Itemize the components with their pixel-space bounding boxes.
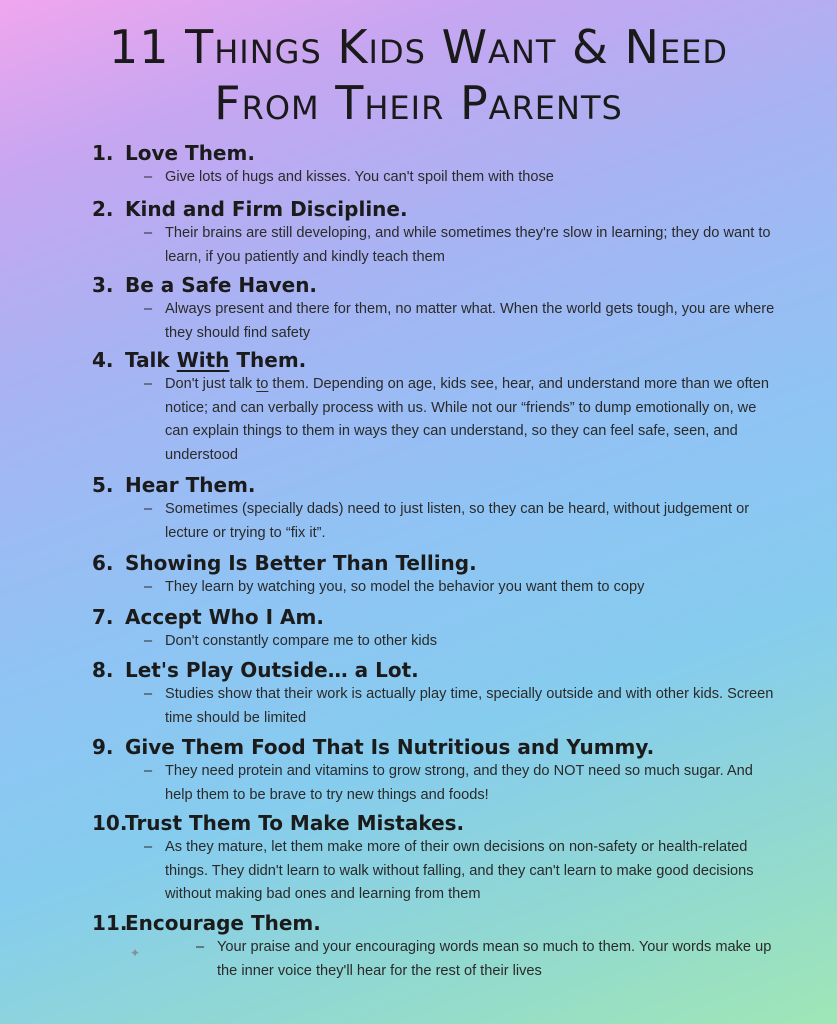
item-title: Love Them. bbox=[125, 141, 255, 165]
item-description-text: They learn by watching you, so model the behavior you want them to copy bbox=[165, 579, 645, 595]
dash-bullet: – bbox=[144, 686, 153, 702]
item-number: 7. bbox=[92, 605, 114, 629]
item-number: 1. bbox=[92, 141, 114, 165]
item-title: Trust Them To Make Mistakes. bbox=[125, 811, 465, 835]
item-description-post: them. Depending on age, kids see, hear, and understand more than we often notice; and can verbally process with us. While not our “friends” to dump emotionally on, we can explain things to them in ways they can understand, so they can feel safe, seen, and understood bbox=[165, 376, 769, 463]
item-title: Encourage Them. bbox=[125, 911, 321, 935]
item-description bbox=[142, 630, 782, 654]
item-heading bbox=[92, 657, 782, 683]
item-description-text: Always present and there for them, no matter what. When the world gets tough, you are where they should find safety bbox=[165, 301, 775, 341]
item-description bbox=[142, 222, 782, 269]
item-description-pre: Don't just talk bbox=[165, 376, 257, 392]
item-description bbox=[142, 760, 782, 807]
item-title: Accept Who I Am. bbox=[125, 605, 324, 629]
list-item-5 bbox=[92, 472, 782, 545]
list-item-11 bbox=[92, 910, 782, 983]
item-title: Showing Is Better Than Telling. bbox=[125, 551, 477, 575]
item-title: Be a Safe Haven. bbox=[125, 273, 318, 297]
list-item-9 bbox=[92, 734, 782, 807]
item-description-text: Their brains are still developing, and while sometimes they're slow in learning; they do want to learn, if you patiently and kindly teach them bbox=[165, 225, 771, 265]
item-description-text: Don't constantly compare me to other kids bbox=[165, 633, 438, 649]
item-description-text: Give lots of hugs and kisses. You can't spoil them with those bbox=[165, 169, 554, 185]
item-title: Let's Play Outside… a Lot. bbox=[125, 658, 419, 682]
item-number: 4. bbox=[92, 348, 114, 372]
dash-bullet: – bbox=[144, 763, 153, 779]
list-item-8 bbox=[92, 657, 782, 730]
dash-bullet: – bbox=[144, 376, 153, 392]
list-item-10 bbox=[92, 810, 782, 907]
item-heading bbox=[92, 550, 782, 576]
item-heading bbox=[92, 196, 782, 222]
item-number: 8. bbox=[92, 658, 114, 682]
item-description-text: Your praise and your encouraging words mean so much to them. Your words make up the inner voice they'll hear for the rest of their lives bbox=[217, 939, 772, 979]
item-number: 5. bbox=[92, 473, 114, 497]
item-title: Hear Them. bbox=[125, 473, 256, 497]
title-line-1: 11 Things Kids Want & Need bbox=[108, 20, 729, 74]
item-number: 6. bbox=[92, 551, 114, 575]
item-title-post: Them. bbox=[229, 348, 307, 372]
list-item-4 bbox=[92, 347, 782, 467]
list-item-7 bbox=[92, 604, 782, 654]
item-description bbox=[142, 683, 782, 730]
item-description-text: As they mature, let them make more of their own decisions on non-safety or health-related things. They didn't learn to walk without falling, and they can't learn to make good decisions without making bad ones and learning from them bbox=[165, 839, 754, 902]
item-title-emphasis: With bbox=[176, 348, 230, 372]
item-description bbox=[142, 298, 782, 345]
title-line-2: From Their Parents bbox=[214, 76, 623, 130]
item-number: 11. bbox=[92, 911, 128, 935]
item-number: 3. bbox=[92, 273, 114, 297]
dash-bullet: – bbox=[144, 579, 153, 595]
dash-bullet: – bbox=[144, 839, 153, 855]
item-heading bbox=[92, 810, 782, 836]
item-title bbox=[125, 347, 306, 373]
item-number: 2. bbox=[92, 197, 114, 221]
item-title: Give Them Food That Is Nutritious and Yummy. bbox=[125, 735, 655, 759]
dash-bullet: – bbox=[144, 169, 153, 185]
item-description-text: They need protein and vitamins to grow strong, and they do NOT need so much sugar. And help them to be brave to try new things and foods! bbox=[165, 763, 753, 803]
sparkle-icon: ✦ bbox=[130, 946, 141, 960]
item-description bbox=[142, 576, 782, 600]
item-description bbox=[142, 836, 782, 907]
item-heading bbox=[92, 604, 782, 630]
item-description bbox=[130, 936, 782, 983]
dash-bullet: – bbox=[196, 939, 205, 955]
item-number: 10. bbox=[92, 811, 128, 835]
dash-bullet: – bbox=[144, 633, 153, 649]
item-number: 9. bbox=[92, 735, 114, 759]
dash-bullet: – bbox=[144, 225, 153, 241]
item-title-pre: Talk bbox=[125, 348, 177, 372]
list-item-3 bbox=[92, 272, 782, 345]
item-heading bbox=[92, 910, 782, 936]
item-description-text: Sometimes (specially dads) need to just listen, so they can be heard, without judgement or lecture or trying to “fix it”. bbox=[165, 501, 750, 541]
item-description bbox=[142, 498, 782, 545]
dash-bullet: – bbox=[144, 301, 153, 317]
dash-bullet: – bbox=[144, 501, 153, 517]
item-heading bbox=[92, 472, 782, 498]
item-title: Kind and Firm Discipline. bbox=[125, 197, 408, 221]
item-heading bbox=[92, 272, 782, 298]
list-item-1 bbox=[92, 140, 782, 190]
list-item-6 bbox=[92, 550, 782, 600]
item-description-text: Studies show that their work is actually play time, specially outside and with other kids. Screen time should be limited bbox=[165, 686, 774, 726]
item-heading bbox=[92, 140, 782, 166]
item-heading bbox=[92, 734, 782, 760]
list-item-2 bbox=[92, 196, 782, 269]
item-description bbox=[142, 373, 782, 467]
item-description bbox=[142, 166, 782, 190]
item-description-emphasis: to bbox=[256, 376, 269, 392]
item-heading bbox=[92, 347, 782, 373]
